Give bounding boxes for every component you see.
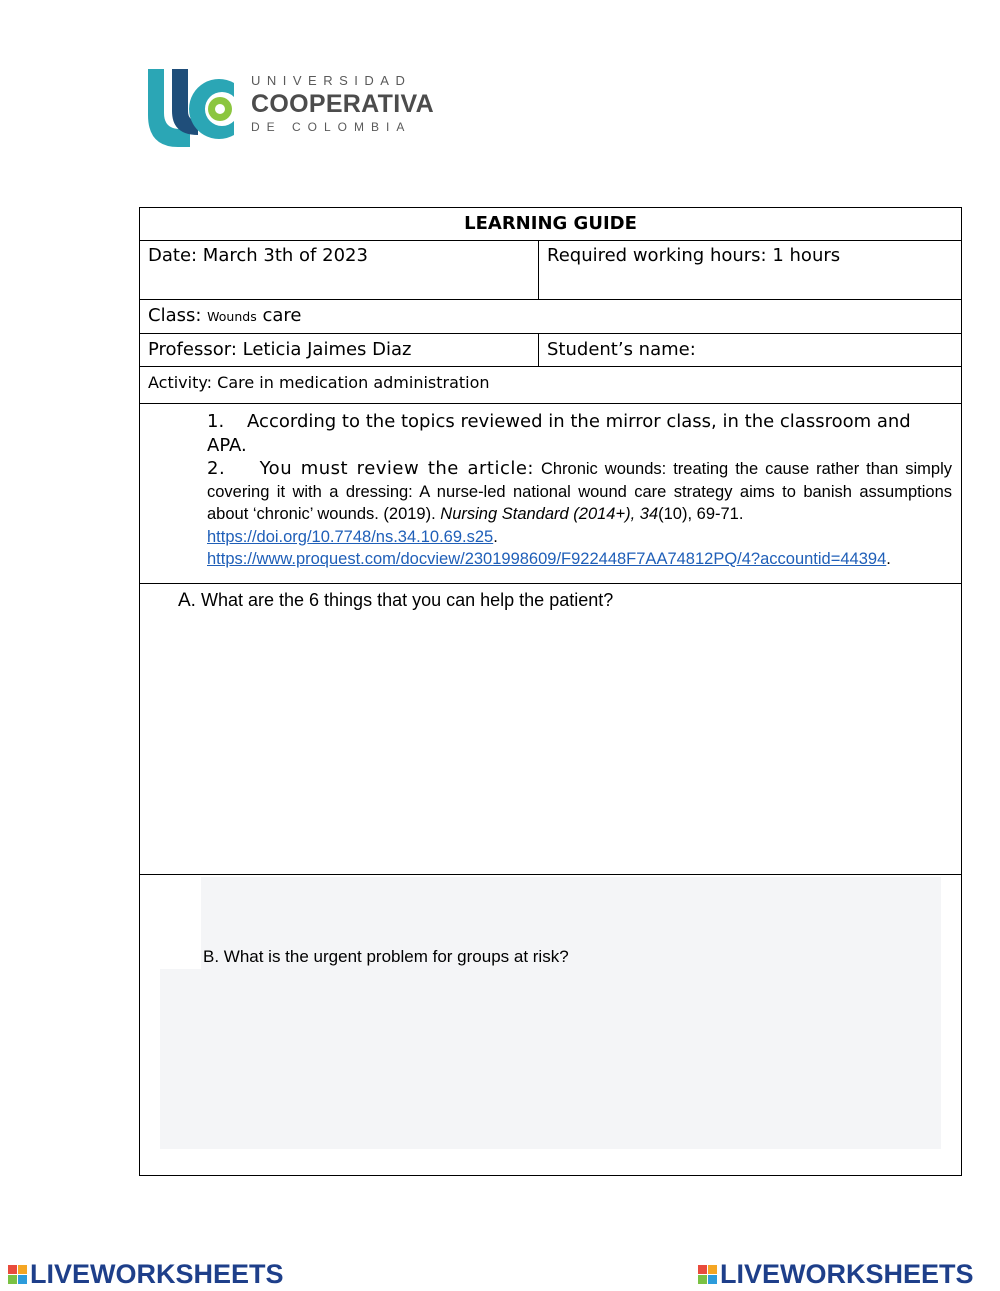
answer-box-bottom[interactable] bbox=[160, 969, 941, 1149]
proquest-link[interactable]: https://www.proquest.com/docview/2301998609/F922448F7AA74812PQ/4?accountid=44394 bbox=[207, 550, 887, 568]
logo-line-3: DE COLOMBIA bbox=[251, 120, 412, 134]
footer-brand-right bbox=[698, 1259, 974, 1290]
instruction-item-1: 1. According to the topics reviewed in the mirror class, in the classroom and APA. bbox=[207, 411, 911, 456]
class-word-2: care bbox=[262, 305, 302, 326]
hours-cell: Required working hours: 1 hours bbox=[539, 241, 962, 300]
guide-title: LEARNING GUIDE bbox=[140, 208, 962, 241]
doi-link[interactable]: https://doi.org/10.7748/ns.34.10.69.s25 bbox=[207, 527, 494, 546]
class-cell bbox=[140, 300, 962, 334]
footer-brand-text: LIVEWORKSHEETS bbox=[720, 1259, 974, 1289]
question-b: B. What is the urgent problem for groups at risk? bbox=[203, 946, 569, 966]
instruction-item-2: 2. You must review the article: Chronic wounds: treating the cause rather than simply covering it with a dressing: A nurse-led national wound care strategy aims to banish assumptions about ‘chronic’ wounds. (2019). Nursing Standard (2014+), 34(10), 69-71. https://doi.org/10.7748/ns.34.10.69.s25. https://www.proquest.com/docview/2301998609/F922448F7AA74812PQ/4?accountid=44394. bbox=[207, 458, 952, 568]
professor-cell: Professor: Leticia Jaimes Diaz bbox=[140, 334, 539, 367]
class-label: Class: bbox=[148, 305, 202, 326]
journal-name: Nursing Standard (2014+), 34 bbox=[440, 505, 659, 523]
logo-line-2: COOPERATIVA bbox=[251, 90, 434, 118]
question-a bbox=[178, 590, 613, 610]
instruction-item-2-lead: 2. You must review the article: bbox=[207, 458, 534, 479]
liveworksheets-icon bbox=[698, 1265, 717, 1284]
question-a-letter: A. bbox=[178, 589, 196, 611]
student-name-field[interactable] bbox=[539, 334, 962, 367]
question-a-answer-area[interactable] bbox=[140, 583, 962, 874]
university-logo bbox=[138, 55, 448, 160]
logo-line-1: UNIVERSIDAD bbox=[251, 73, 412, 88]
footer-brand-text: LIVEWORKSHEETS bbox=[30, 1259, 284, 1289]
date-cell: Date: March 3th of 2023 bbox=[140, 241, 539, 300]
article-text: Chronic wounds: treating the cause rather than simply covering it with a dressing: A nurse-led national wound care strategy aims to banish assumptions about ‘chronic’ wounds. (2019). bbox=[207, 460, 952, 523]
student-name-label: Student’s name: bbox=[547, 339, 696, 360]
activity-cell: Activity: Care in medication administration bbox=[140, 367, 962, 404]
liveworksheets-icon bbox=[8, 1265, 27, 1284]
question-b-cell bbox=[140, 874, 962, 1175]
question-a-text: What are the 6 things that you can help the patient? bbox=[200, 589, 614, 610]
uc-logo-icon bbox=[138, 55, 248, 155]
footer-brand-left bbox=[8, 1259, 284, 1290]
issue-pages: (10), 69-71. bbox=[658, 505, 744, 523]
class-word-1: Wounds bbox=[207, 309, 257, 324]
instructions-cell bbox=[140, 404, 962, 584]
learning-guide-table bbox=[139, 207, 962, 1176]
